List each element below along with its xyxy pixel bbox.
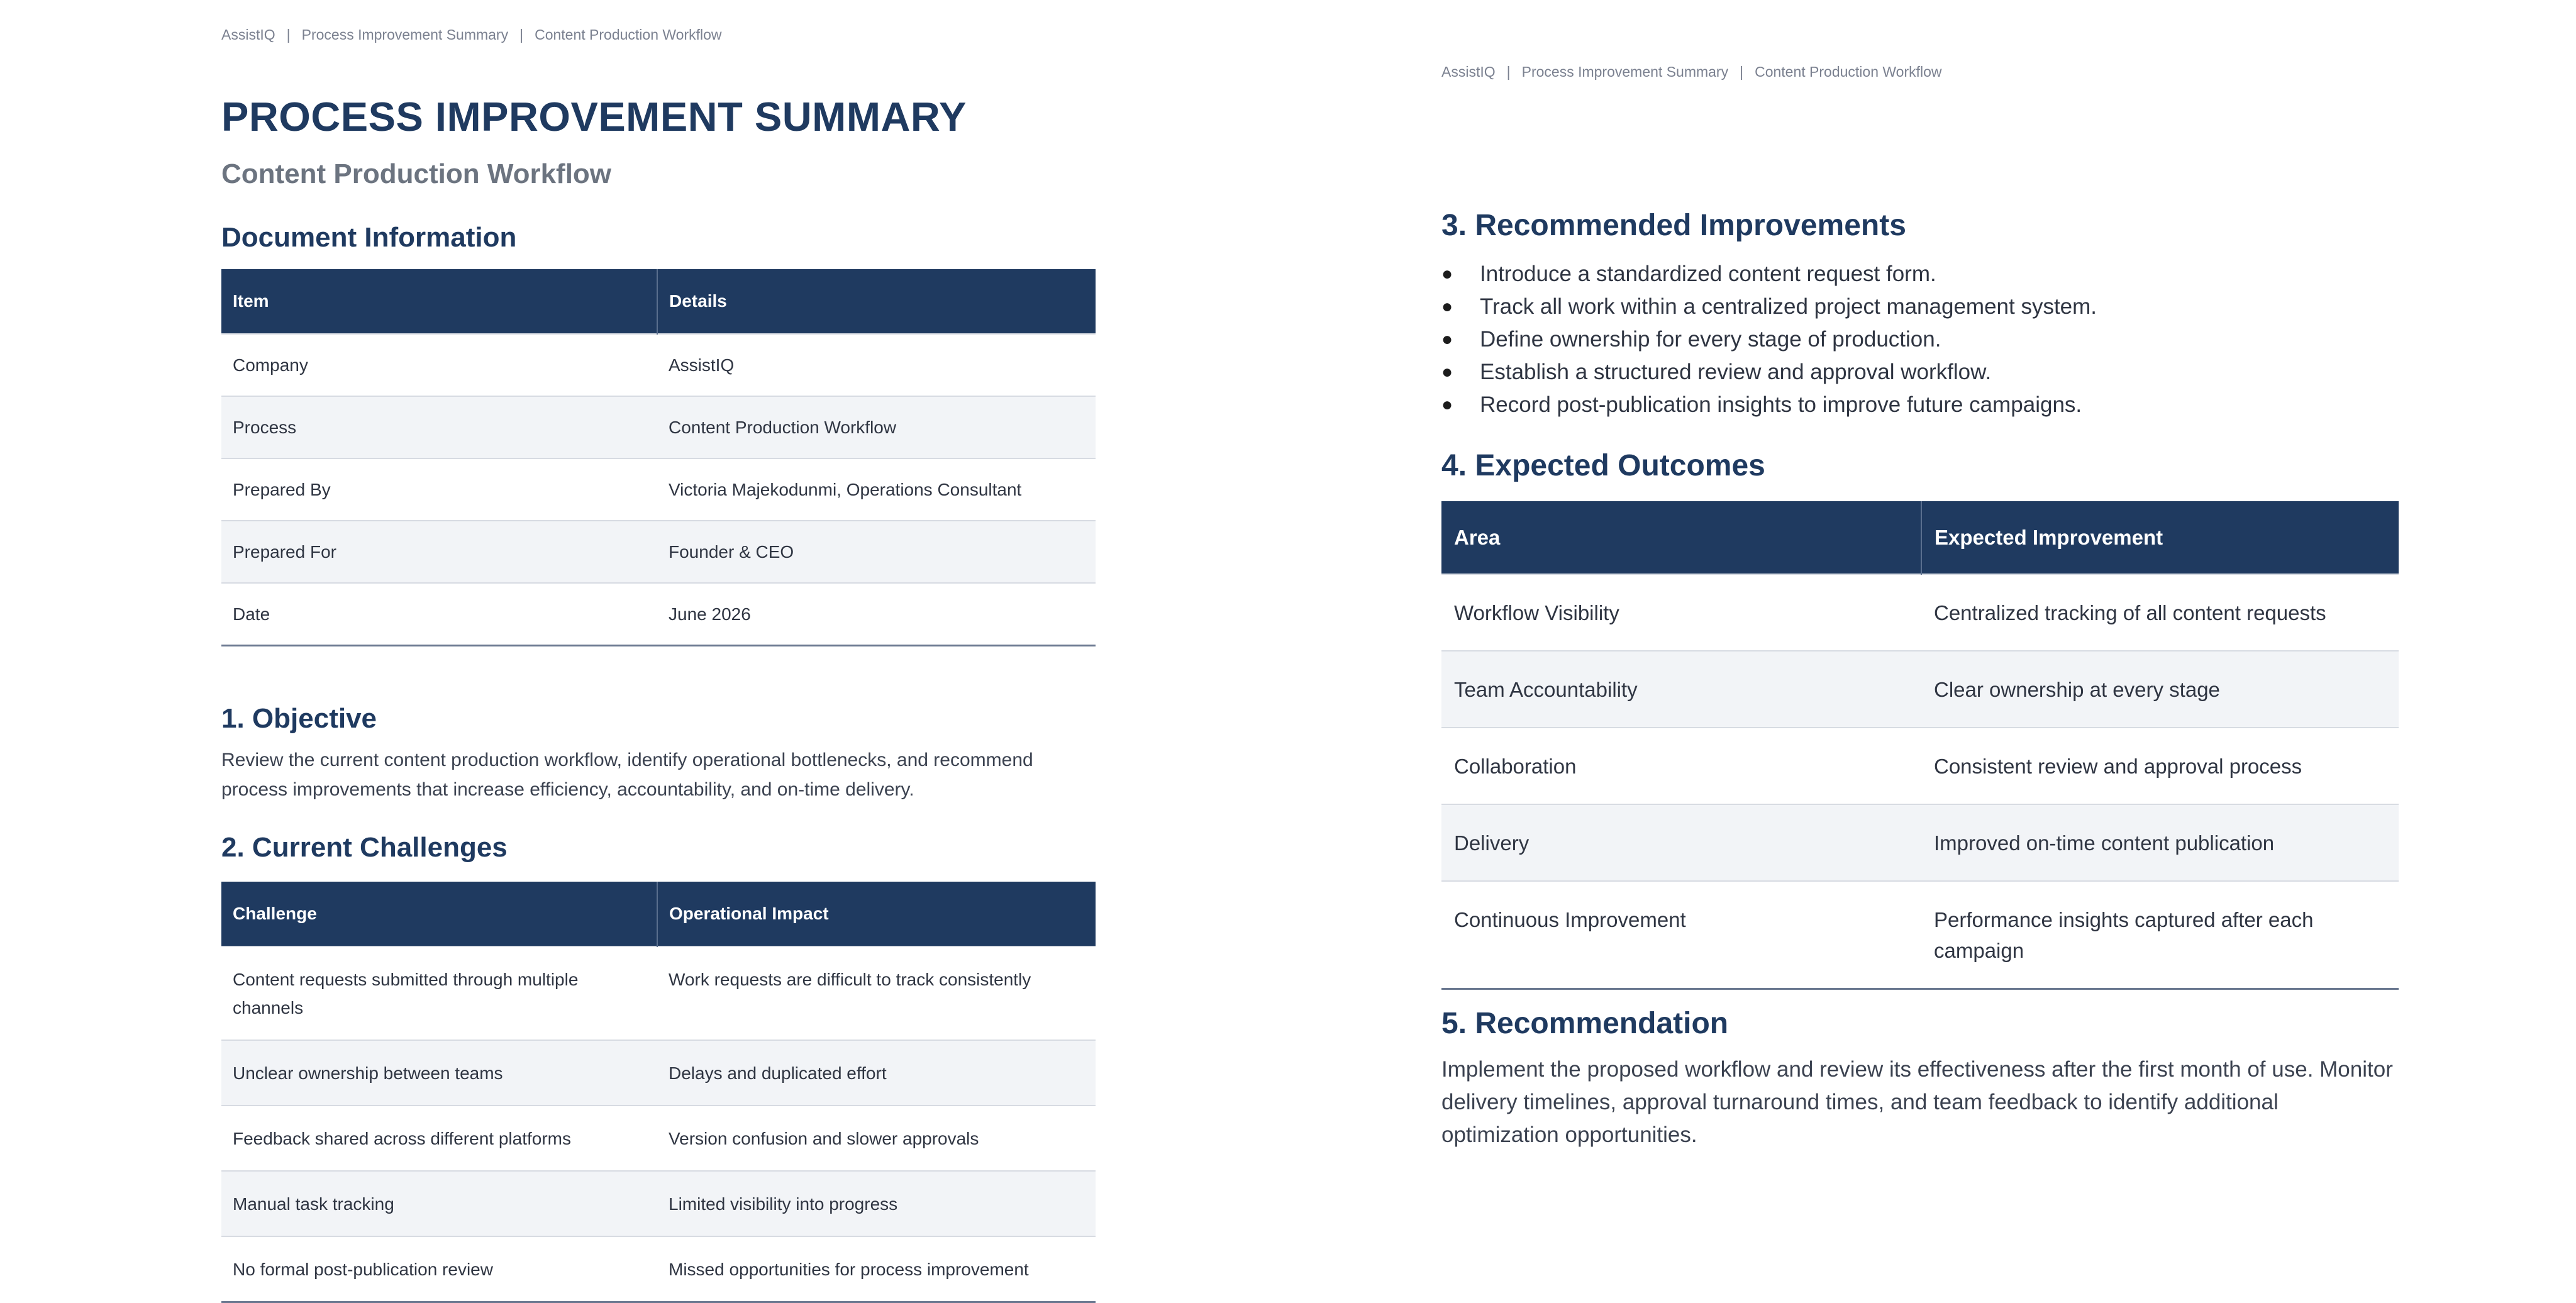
- list-item-text: Introduce a standardized content request form.: [1480, 262, 1936, 286]
- breadcrumb: [1441, 64, 1942, 80]
- list-item: [1441, 323, 2399, 356]
- table-cell: Improved on-time content publication: [1921, 804, 2399, 881]
- table-cell: Performance insights captured after each campaign: [1921, 881, 2399, 989]
- list-item-text: Record post-publication insights to improve future campaigns.: [1480, 392, 2082, 417]
- list-item: [1441, 389, 2399, 421]
- list-item: [1441, 356, 2399, 389]
- table-cell: Centralized tracking of all content requests: [1921, 574, 2399, 651]
- challenges-table: [221, 882, 1096, 1303]
- table-cell: Delays and duplicated effort: [657, 1040, 1096, 1106]
- table-cell: Collaboration: [1441, 728, 1921, 804]
- document-page-2: [1441, 0, 2399, 1288]
- table-row: [221, 1236, 1096, 1302]
- column-header: Operational Impact: [657, 882, 1096, 946]
- table-cell: Process: [221, 396, 657, 458]
- list-item-text: Establish a structured review and approval workflow.: [1480, 360, 1992, 384]
- table-row: [221, 1106, 1096, 1171]
- table-cell: Limited visibility into progress: [657, 1171, 1096, 1236]
- table-row: [221, 521, 1096, 583]
- column-header: Details: [657, 269, 1096, 334]
- table-row: [221, 583, 1096, 646]
- table-row: [1441, 881, 2399, 989]
- breadcrumb-separator: |: [519, 26, 524, 43]
- table-cell: Date: [221, 583, 657, 646]
- table-cell: AssistIQ: [657, 334, 1096, 396]
- objective-text: Review the current content production workflow, identify operational bottlenecks, and recommend process improvements that increase efficiency, accountability, and on-time delivery.: [221, 750, 1033, 800]
- breadcrumb-company: AssistIQ: [1441, 64, 1496, 80]
- table-cell: Manual task tracking: [221, 1171, 657, 1236]
- recommendation-text: Implement the proposed workflow and review its effectiveness after the first month of use. Monitor delivery timelines, approval turnaround times, and team feedback to identify additional optimization opportunities.: [1441, 1057, 2393, 1147]
- list-item-text: Track all work within a centralized project management system.: [1480, 294, 2097, 319]
- column-header: Expected Improvement: [1921, 501, 2399, 574]
- outcomes-table: [1441, 501, 2399, 990]
- table-row: [1441, 574, 2399, 651]
- table-cell: No formal post-publication review: [221, 1236, 657, 1302]
- bullet-icon: ●: [1441, 296, 1453, 317]
- challenges-heading: 2. Current Challenges: [221, 832, 508, 863]
- document-page-1: [221, 0, 1096, 1288]
- page-subtitle: Content Production Workflow: [221, 158, 612, 189]
- doc-info-table: [221, 269, 1096, 646]
- table-cell: Continuous Improvement: [1441, 881, 1921, 989]
- table-cell: Consistent review and approval process: [1921, 728, 2399, 804]
- table-cell: Workflow Visibility: [1441, 574, 1921, 651]
- breadcrumb-document: Process Improvement Summary: [301, 26, 509, 43]
- bullet-icon: ●: [1441, 263, 1453, 284]
- table-cell: Work requests are difficult to track consistently: [657, 946, 1096, 1040]
- bullet-icon: ●: [1441, 394, 1453, 415]
- table-row: [1441, 651, 2399, 728]
- table-cell: Feedback shared across different platforms: [221, 1106, 657, 1171]
- table-cell: Team Accountability: [1441, 651, 1921, 728]
- breadcrumb-company: AssistIQ: [221, 26, 275, 43]
- column-header: Area: [1441, 501, 1921, 574]
- list-item-text: Define ownership for every stage of production.: [1480, 327, 1941, 352]
- objective-heading: 1. Objective: [221, 703, 377, 734]
- table-cell: Clear ownership at every stage: [1921, 651, 2399, 728]
- improvements-heading: 3. Recommended Improvements: [1441, 209, 1906, 242]
- list-item: [1441, 291, 2399, 323]
- table-row: [221, 334, 1096, 396]
- table-cell: Company: [221, 334, 657, 396]
- table-cell: Founder & CEO: [657, 521, 1096, 583]
- table-cell: Missed opportunities for process improvement: [657, 1236, 1096, 1302]
- table-row: [1441, 804, 2399, 881]
- table-row: [221, 1171, 1096, 1236]
- table-row: [1441, 728, 2399, 804]
- breadcrumb-separator: |: [1740, 64, 1744, 80]
- table-cell: Content Production Workflow: [657, 396, 1096, 458]
- breadcrumb-process: Content Production Workflow: [535, 26, 722, 43]
- column-header: Challenge: [221, 882, 657, 946]
- doc-info-heading: Document Information: [221, 222, 517, 253]
- breadcrumb: [221, 26, 722, 43]
- table-row: [221, 946, 1096, 1040]
- table-cell: Content requests submitted through multiple channels: [221, 946, 657, 1040]
- table-row: [221, 458, 1096, 521]
- table-header-row: [221, 269, 1096, 334]
- table-cell: Prepared By: [221, 458, 657, 521]
- recommendation-heading: 5. Recommendation: [1441, 1007, 1729, 1040]
- breadcrumb-document: Process Improvement Summary: [1521, 64, 1729, 80]
- table-cell: June 2026: [657, 583, 1096, 646]
- list-item: [1441, 258, 2399, 291]
- table-cell: Victoria Majekodunmi, Operations Consultant: [657, 458, 1096, 521]
- breadcrumb-separator: |: [286, 26, 291, 43]
- table-header-row: [1441, 501, 2399, 574]
- improvements-list: [1441, 258, 2399, 421]
- breadcrumb-separator: |: [1506, 64, 1511, 80]
- table-cell: Prepared For: [221, 521, 657, 583]
- page-title: PROCESS IMPROVEMENT SUMMARY: [221, 94, 967, 140]
- table-row: [221, 396, 1096, 458]
- table-cell: Version confusion and slower approvals: [657, 1106, 1096, 1171]
- table-cell: Unclear ownership between teams: [221, 1040, 657, 1106]
- breadcrumb-process: Content Production Workflow: [1755, 64, 1942, 80]
- column-header: Item: [221, 269, 657, 334]
- bullet-icon: ●: [1441, 329, 1453, 350]
- outcomes-heading: 4. Expected Outcomes: [1441, 449, 1765, 482]
- table-row: [221, 1040, 1096, 1106]
- bullet-icon: ●: [1441, 362, 1453, 382]
- table-header-row: [221, 882, 1096, 946]
- table-cell: Delivery: [1441, 804, 1921, 881]
